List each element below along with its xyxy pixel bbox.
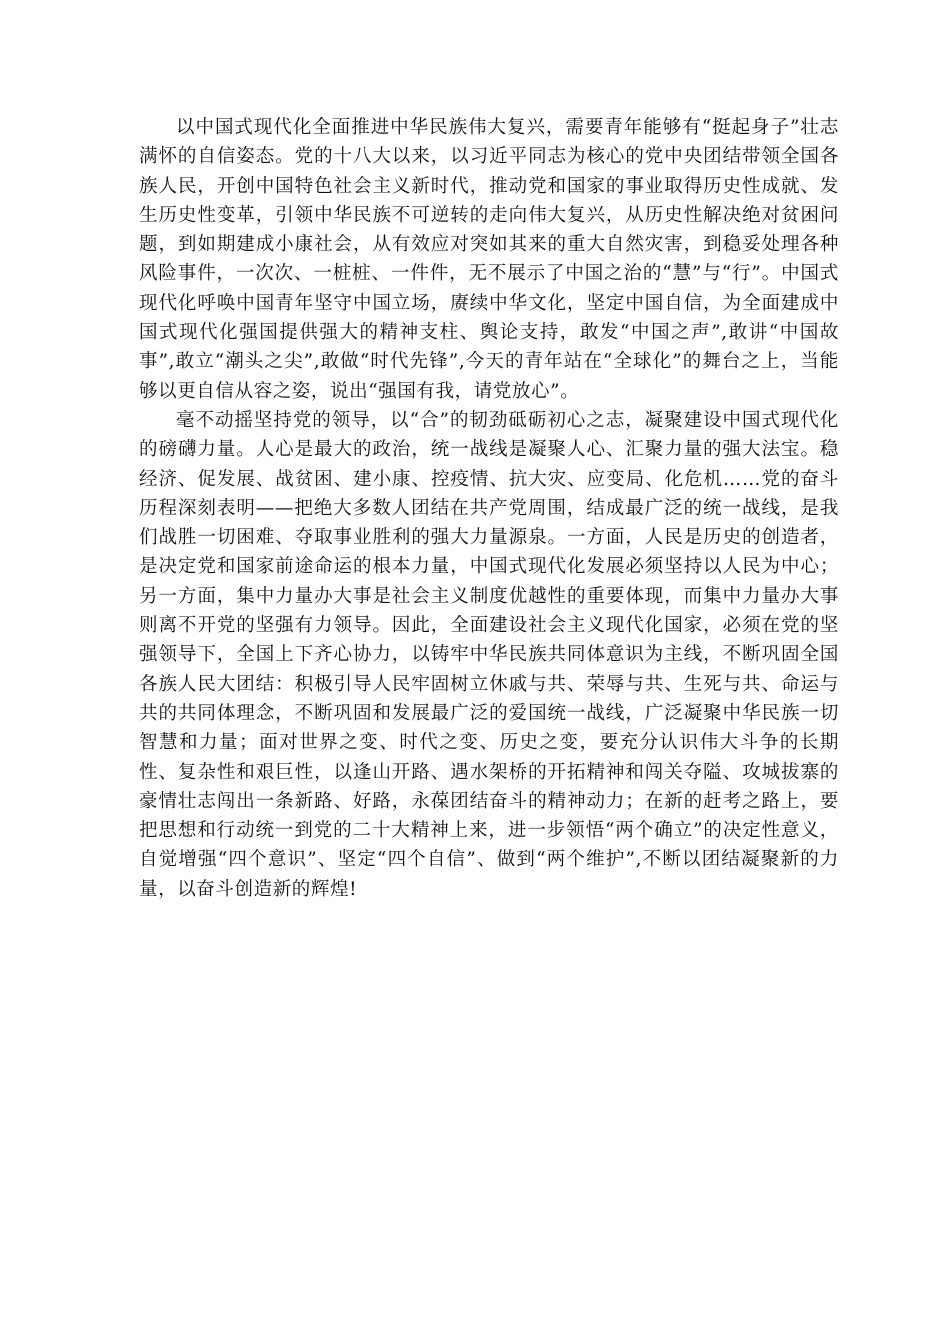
paragraph-2: 毫不动摇坚持党的领导，以“合”的韧劲砥砺初心之志，凝聚建设中国式现代化的磅礴力量。人心是最大的政治，统一战线是凝聚人心、汇聚力量的强大法宝。稳经济、促发展、战贫困、建小康、控疫情、抗大灾、应变局、化危机……党的奋斗历程深刻表明——把绝大多数人团结在共产党周围，结成最广泛的统一战线，是我们战胜一切困难、夺取事业胜利的强大力量源泉。一方面，人民是历史的创造者，是决定党和国家前途命运的根本力量，中国式现代化发展必须坚持以人民为中心；另一方面，集中力量办大事是社会主义制度优越性的重要体现，而集中力量办大事则离不开党的坚强有力领导。因此，全面建设社会主义现代化国家，必须在党的坚强领导下，全国上下齐心协力，以铸牢中华民族共同体意识为主线，不断巩固全国各族人民大团结：积极引导人民牢固树立休戚与共、荣辱与共、生死与共、命运与共的共同体理念，不断巩固和发展最广泛的爱国统一战线，广泛凝聚中华民族一切智慧和力量；面对世界之变、时代之变、历史之变，要充分认识伟大斗争的长期性、复杂性和艰巨性，以逢山开路、遇水架桥的开拓精神和闯关夺隘、攻城拔寨的豪情壮志闯出一条新路、好路，永葆团结奋斗的精神动力；在新的赶考之路上，要把思想和行动统一到党的二十大精神上来，进一步领悟“两个确立”的决定性意义，自觉增强“四个意识”、坚定“四个自信”、做到“两个维护”,不断以团结凝聚新的力量，以奋斗创造新的辉煌! xyxy=(139,409,839,900)
paragraph-1: 以中国式现代化全面推进中华民族伟大复兴，需要青年能够有“挺起身子”壮志满怀的自信姿态。党的十八大以来，以习近平同志为核心的党中央团结带领全国各族人民，开创中国特色社会主义新时代，推动党和国家的事业取得历史性成就、发生历史性变革，引领中华民族不可逆转的走向伟大复兴，从历史性解决绝对贫困问题，到如期建成小康社会，从有效应对突如其来的重大自然灾害，到稳妥处理各种风险事件，一次次、一桩桩、一件件，无不展示了中国之治的“慧”与“行”。中国式现代化呼唤中国青年坚守中国立场，赓续中华文化，坚定中国自信，为全面建成中国式现代化强国提供强大的精神支柱、舆论支持，敢发“中国之声”,敢讲“中国故事”,敢立“潮头之尖”,敢做“时代先锋”,今天的青年站在“全球化”的舞台之上，当能够以更自信从容之姿，说出“强国有我，请党放心”。 xyxy=(139,117,839,402)
document-body xyxy=(139,113,839,904)
